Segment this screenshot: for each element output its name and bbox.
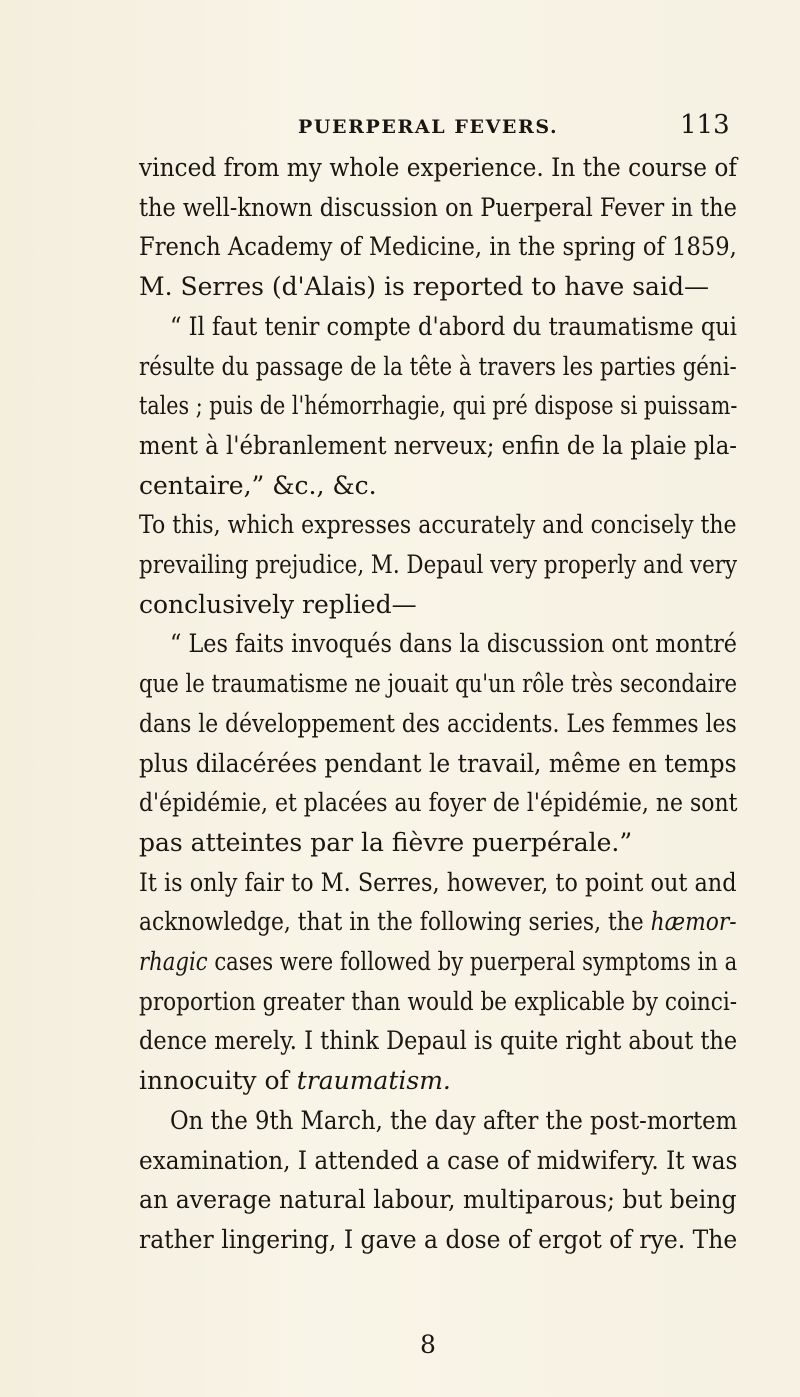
text-line	[139, 347, 737, 387]
line-text: rather lingering, I gave a dose of ergot of rye. The	[139, 1224, 738, 1254]
text-line	[170, 1101, 737, 1141]
line-text: On the 9th March, the day after the post-mortem	[170, 1105, 738, 1135]
text-line	[139, 426, 737, 466]
line-text: proportion greater than would be explicable by coinci-	[139, 986, 738, 1016]
signature-mark: 8	[420, 1330, 436, 1359]
text-line	[139, 505, 737, 545]
line-text: plus dilacérées pendant le travail, même en temps	[139, 748, 737, 778]
text-line	[139, 545, 737, 585]
italic-text: rhagic	[139, 947, 208, 976]
line-text: résulte du passage de la tête à travers les parties géni-	[139, 351, 737, 381]
text-line	[139, 664, 737, 704]
line-text: pas atteintes par la fièvre puerpérale.”	[139, 827, 633, 857]
text-line	[139, 783, 737, 823]
italic-text: traumatism.	[296, 1066, 451, 1096]
line-text: d'épidémie, et placées au foyer de l'épidémie, ne sont	[139, 788, 738, 818]
line-text: innocuity of	[139, 1066, 297, 1096]
line-text-tail: cases were followed by puerperal symptoms in a	[207, 947, 738, 976]
text-line	[170, 624, 737, 664]
line-text: It is only fair to M. Serres, however, to point out and	[139, 867, 737, 897]
text-line	[139, 942, 737, 982]
line-text: the well-known discussion on Puerperal Fever in the	[139, 192, 737, 222]
text-line	[139, 585, 417, 625]
text-line	[139, 227, 737, 267]
line-text: “ Il faut tenir compte d'abord du traumatisme qui	[170, 311, 738, 341]
line-text: ment à l'ébranlement nerveux; enfin de la plaie pla-	[139, 430, 737, 460]
line-text: conclusively replied—	[139, 589, 417, 619]
line-text: an average natural labour, multiparous; but being	[139, 1185, 737, 1215]
line-text: “ Les faits invoqués dans la discussion ont montré	[170, 629, 737, 659]
line-text: vinced from my whole experience. In the course of	[139, 153, 737, 182]
line-text: French Academy of Medicine, in the spring of 1859,	[139, 232, 737, 262]
line-text: tales ; puis de l'hémorrhagie, qui pré dispose si puissam-	[139, 391, 738, 421]
text-line	[139, 744, 737, 784]
text-line	[170, 307, 737, 347]
line-text: que le traumatisme ne jouait qu'un rôle très secondaire	[139, 669, 738, 699]
text-line	[139, 1220, 737, 1260]
text-line	[139, 823, 632, 863]
line-text: dans le développement des accidents. Les femmes les	[139, 708, 737, 738]
line-text: centaire,” &c., &c.	[139, 470, 377, 500]
text-line	[139, 1061, 451, 1101]
text-line	[139, 1180, 737, 1220]
text-line	[139, 148, 737, 188]
page-header	[0, 110, 800, 140]
italic-text: hæmor-	[650, 907, 737, 937]
text-line	[139, 466, 377, 506]
page-number: 113	[680, 110, 730, 140]
text-line	[139, 982, 737, 1022]
line-text: prevailing prejudice, M. Depaul very properly and very	[139, 550, 738, 579]
text-line	[139, 188, 737, 228]
line-text: acknowledge, that in the following series, the	[139, 907, 651, 937]
text-line	[139, 704, 737, 744]
text-line	[139, 863, 737, 903]
line-text: M. Serres (d'Alais) is reported to have said—	[139, 272, 709, 302]
line-text: examination, I attended a case of midwifery. It was	[139, 1145, 738, 1175]
line-text: dence merely. I think Depaul is quite right about the	[139, 1026, 738, 1056]
line-text: To this, which expresses accurately and concisely the	[139, 510, 737, 540]
text-line	[139, 902, 737, 942]
text-line	[139, 1141, 737, 1181]
text-line	[139, 386, 737, 426]
text-line	[139, 1021, 737, 1061]
text-line	[139, 267, 709, 307]
running-head: PUERPERAL FEVERS.	[298, 116, 559, 138]
